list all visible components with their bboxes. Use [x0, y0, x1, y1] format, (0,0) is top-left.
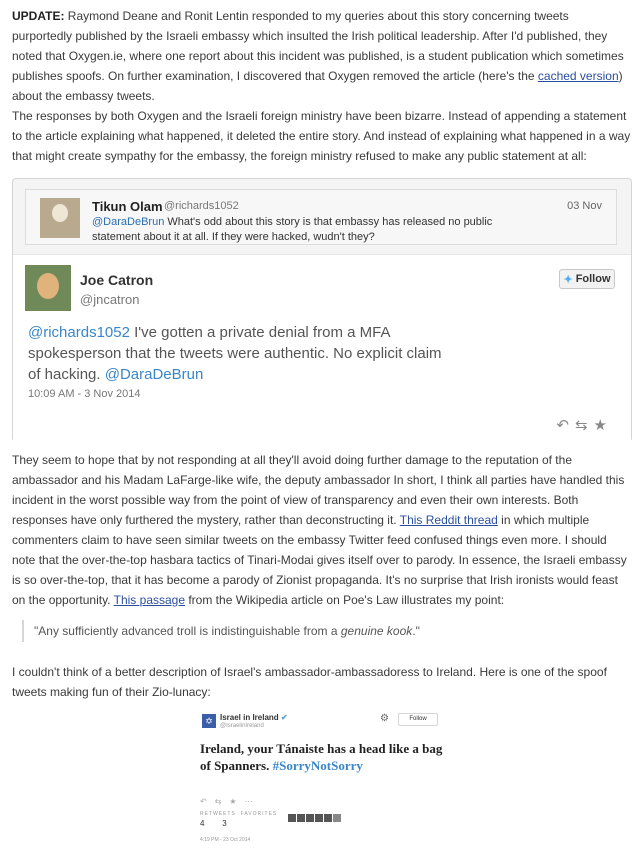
retweet-count: 4	[200, 819, 205, 828]
update-text-a: Raymond Deane and Ronit Lentin responded to my queries about this story concerning tweets purportedly published by the Israeli embassy which insulted the Irish political leadership. After I'd published, they noted that Oxygen.ie, where one report about this incident was published, is a student publication which sometimes publishes spoofs. On further examination, I discovered that Oxygen removed the article (here's the	[12, 9, 624, 83]
main-tweet-mention-1[interactable]: @richards1052	[28, 324, 130, 341]
spoof-tweet-text: Ireland, your Tánaiste has a head like a bag of Spanners. #SorryNotSorry	[200, 741, 443, 773]
verified-icon: ✔	[280, 713, 288, 722]
favorite-icon[interactable]: ★	[593, 417, 613, 434]
spoof-stat-values	[200, 819, 227, 828]
favoriter-avatar	[324, 814, 332, 822]
spoof-tweet-actions	[200, 797, 261, 806]
quoted-tweet-date[interactable]: 03 Nov	[567, 200, 602, 212]
favoriter-avatar	[288, 814, 296, 822]
reddit-thread-link[interactable]: This Reddit thread	[399, 513, 498, 527]
follow-button[interactable]	[559, 269, 615, 289]
poes-law-quote	[22, 620, 634, 642]
update-label: UPDATE:	[12, 9, 65, 23]
main-tweet-text	[28, 322, 448, 385]
favoriter-avatar	[315, 814, 323, 822]
main-tweet-body: I've gotten a private denial from a MFA spokesperson that the tweets were authentic. No explicit claim of hacking.	[28, 324, 442, 383]
spoof-follow-button: Follow	[398, 713, 438, 726]
quoted-tweet-author[interactable]: Tikun Olam	[92, 199, 163, 214]
spoof-tweet-image	[196, 710, 446, 848]
quoted-tweet-handle[interactable]: @richards1052	[164, 200, 239, 212]
quoted-tweet[interactable]	[25, 189, 617, 245]
spoof-stat-labels: RETWEETS FAVORITES	[200, 811, 278, 817]
embedded-tweet-card	[12, 178, 632, 442]
analysis-text-c: from the Wikipedia article on Poe's Law illustrates my point:	[185, 593, 505, 607]
quoted-tweet-body: What's odd about this story is that embassy has released no public statement about it at all. If they were hacked, wudn't they?	[92, 216, 493, 243]
favoriter-avatars	[288, 814, 341, 822]
quoted-tweet-mention[interactable]: @DaraDeBrun	[92, 216, 165, 228]
main-tweet-mention-2[interactable]: @DaraDeBrun	[104, 366, 204, 383]
tikun-olam-avatar[interactable]	[40, 198, 80, 238]
spoof-tweet-author: Israel in Ireland ✔	[220, 713, 288, 722]
main-tweet-timestamp[interactable]: 10:09 AM - 3 Nov 2014	[28, 388, 141, 400]
reply-icon: ↶	[200, 797, 215, 806]
more-icon: ⋯	[244, 797, 261, 806]
quote-text-b: ."	[412, 624, 420, 638]
tweet-actions	[556, 416, 613, 434]
retweet-icon[interactable]: ⇆	[574, 417, 594, 434]
responses-paragraph: The responses by both Oxygen and the Israeli foreign ministry have been bizarre. Instead of appending a statement to the article explaining what happened, it deleted the entire story. And instead of explaining what happened in a way that might create sympathy for the embassy, the foreign ministry refused to make any public statement at all:	[12, 109, 631, 163]
favoriter-avatar	[333, 814, 341, 822]
wikipedia-passage-link[interactable]: This passage	[113, 593, 186, 607]
israel-embassy-logo-icon: ✡	[202, 714, 216, 728]
cached-version-link[interactable]: cached version	[537, 69, 619, 83]
favoriter-avatar	[306, 814, 314, 822]
reply-icon[interactable]: ↶	[556, 417, 575, 434]
spoof-tweet-time: 4:19 PM - 23 Oct 2014	[200, 837, 251, 843]
analysis-text-a: They seem to hope that by not responding at all they'll avoid doing further damage to the reputation of the ambassador and his Madam LaFarge-like wife, the deputy ambassador In short, I think all parties have handled this incident in the worst possible way from the point of view of transparency and even their own interests. Both responses have only furthered the mystery, rather than deconstructing it.	[12, 453, 625, 527]
spoof-intro-paragraph: I couldn't think of a better description of Israel's ambassador-ambassadoress to Ireland. Here is one of the spoof tweets making fun of their Zio-lunacy:	[12, 665, 607, 699]
spoof-tweet-handle: @IsraelinIreland	[220, 723, 264, 729]
gear-icon: ⚙	[380, 713, 389, 724]
retweet-icon: ⇆	[214, 797, 230, 806]
analysis-text-b: in which multiple commenters claim to have seen similar tweets on the embassy Twitter feed confused things even more. I should note that the over-the-top hasbara tactics of Tinari-Modai gives itself over to parody. In essence, the Israeli embassy is so over-the-top, that it has become a parody of Zionist propaganda. It's no surprise that Irish ironists would feast on the opportunity.	[12, 513, 627, 607]
favorite-icon: ★	[229, 797, 245, 806]
favorite-count: 3	[222, 819, 227, 828]
follow-label: Follow	[575, 273, 611, 285]
spoof-hashtag: #SorryNotSorry	[272, 758, 363, 773]
twitter-bird-icon: ✦	[563, 273, 573, 286]
main-tweet-author[interactable]: Joe Catron	[80, 272, 154, 288]
quote-text-a: "Any sufficiently advanced troll is indistinguishable from a	[34, 624, 341, 638]
update-paragraph	[12, 6, 632, 106]
analysis-paragraph	[12, 450, 632, 610]
main-tweet	[13, 254, 631, 442]
quoted-tweet-text	[92, 215, 512, 245]
main-tweet-handle[interactable]: @jncatron	[80, 292, 140, 307]
joe-catron-avatar[interactable]	[25, 265, 71, 311]
favoriter-avatar	[297, 814, 305, 822]
quote-italic: genuine kook	[340, 624, 413, 638]
update-text-b: ) about the embassy tweets.	[12, 69, 623, 103]
